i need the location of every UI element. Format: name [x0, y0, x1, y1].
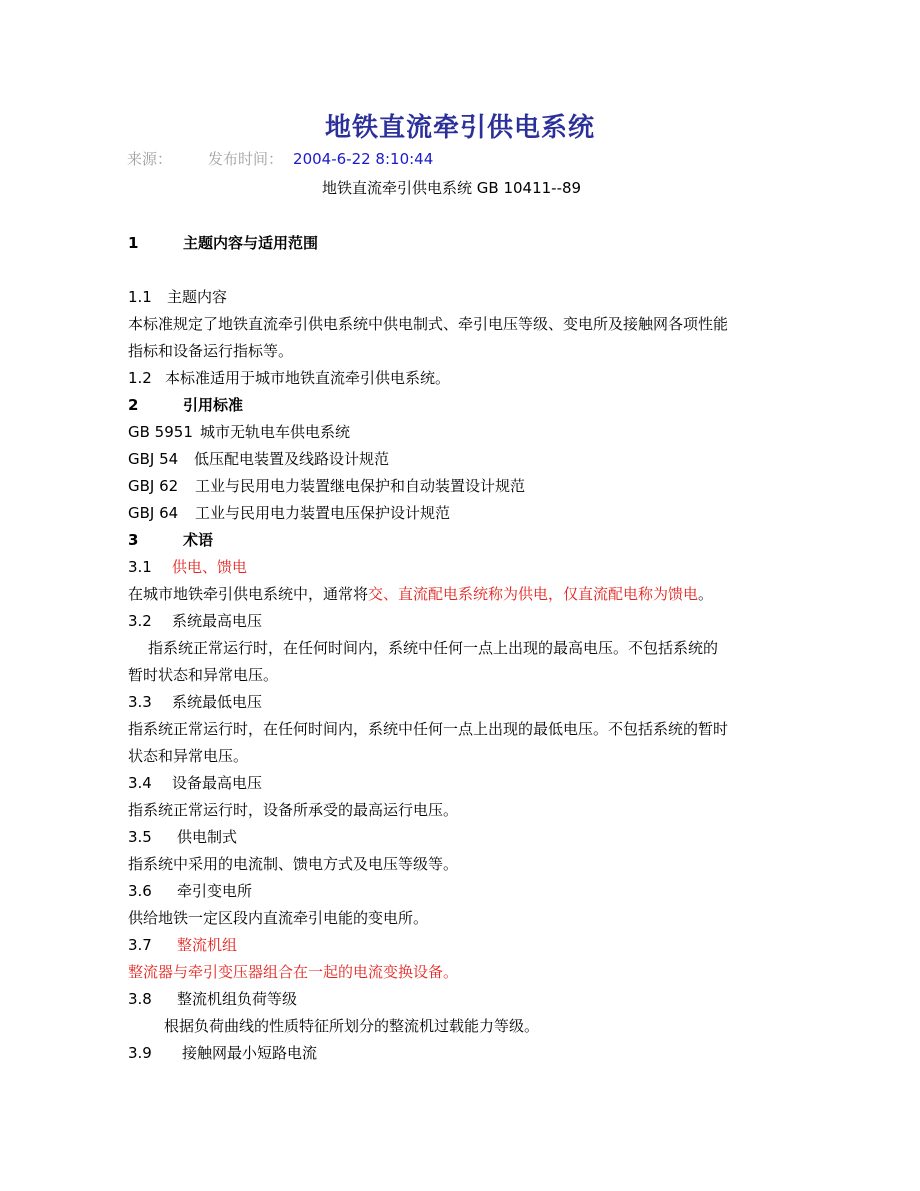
- section-1-title: 主题内容与适用范围: [183, 234, 319, 252]
- term-3-8-title: 整流机组负荷等级: [177, 990, 298, 1008]
- reference-item: [128, 476, 525, 496]
- term-3-2-body-line2: 暂时状态和异常电压。: [128, 666, 279, 684]
- term-3-1-heading: [128, 557, 247, 577]
- section-2-title: 引用标准: [183, 396, 244, 414]
- term-3-3-number: 3.3: [128, 693, 152, 711]
- section-1-number: 1: [128, 234, 139, 252]
- reference-item: [128, 449, 389, 469]
- term-3-4-title: 设备最高电压: [172, 774, 263, 792]
- term-3-3-title: 系统最低电压: [172, 693, 263, 711]
- term-3-2-title: 系统最高电压: [172, 612, 263, 630]
- reference-item: [128, 422, 350, 442]
- term-3-9-title: 接触网最小短路电流: [182, 1044, 318, 1062]
- term-3-4-number: 3.4: [128, 774, 152, 792]
- term-3-9-heading: [128, 1043, 317, 1063]
- term-3-6-number: 3.6: [128, 882, 152, 900]
- term-3-1-body-end: 。: [698, 585, 714, 603]
- term-3-1-title: 供电、馈电: [172, 558, 248, 576]
- standard-line: 地铁直流牵引供电系统 GB 10411--89: [322, 179, 582, 197]
- term-3-5-title: 供电制式: [177, 828, 238, 846]
- term-3-1-number: 3.1: [128, 558, 152, 576]
- section-2-number: 2: [128, 396, 139, 414]
- term-3-7-title: 整流机组: [177, 936, 238, 954]
- section-3-title: 术语: [183, 531, 214, 549]
- term-3-6-body: 供给地铁一定区段内直流牵引电能的变电所。: [128, 909, 429, 927]
- section-2-heading: [128, 395, 243, 415]
- term-3-8-number: 3.8: [128, 990, 152, 1008]
- section-3-number: 3: [128, 531, 139, 549]
- term-3-2-heading: [128, 611, 262, 631]
- date-value: 2004-6-22 8:10:44: [293, 150, 434, 168]
- source-label: 来源：: [127, 150, 173, 168]
- term-3-6-heading: [128, 881, 252, 901]
- reference-item: [128, 503, 450, 523]
- term-3-5-body: 指系统中采用的电流制、馈电方式及电压等级等。: [128, 855, 459, 873]
- clause-1-1-number: 1.1: [128, 288, 152, 306]
- clause-1-1-title: 主题内容: [167, 288, 228, 306]
- term-3-8-body: 根据负荷曲线的性质特征所划分的整流机过载能力等级。: [164, 1017, 540, 1035]
- date-label: 发布时间：: [208, 150, 284, 168]
- reference-code: GB 5951: [128, 423, 193, 441]
- clause-1-1-body-line2: 指标和设备运行指标等。: [128, 342, 294, 360]
- clause-1-2: [128, 368, 450, 388]
- reference-code: GBJ 64: [128, 504, 179, 522]
- section-3-heading: [128, 530, 213, 550]
- clause-1-1-body-line1: 本标准规定了地铁直流牵引供电系统中供电制式、牵引电压等级、变电所及接触网各项性能: [128, 315, 729, 333]
- page-title: 地铁直流牵引供电系统: [324, 113, 595, 143]
- reference-name: 低压配电装置及线路设计规范: [194, 450, 390, 468]
- term-3-3-heading: [128, 692, 262, 712]
- section-1-heading: [128, 233, 318, 253]
- clause-1-1-heading: [128, 287, 227, 307]
- clause-1-2-text: 本标准适用于城市地铁直流牵引供电系统。: [165, 369, 451, 387]
- clause-1-2-number: 1.2: [128, 369, 152, 387]
- term-3-4-heading: [128, 773, 262, 793]
- term-3-3-body-line2: 状态和异常电压。: [128, 747, 249, 765]
- term-3-9-number: 3.9: [128, 1044, 152, 1062]
- reference-code: GBJ 62: [128, 477, 179, 495]
- term-3-6-title: 牵引变电所: [177, 882, 253, 900]
- term-3-5-number: 3.5: [128, 828, 152, 846]
- term-3-5-heading: [128, 827, 237, 847]
- term-3-7-number: 3.7: [128, 936, 152, 954]
- reference-name: 城市无轨电车供电系统: [200, 423, 351, 441]
- meta-line: [127, 149, 433, 169]
- reference-name: 工业与民用电力装置继电保护和自动装置设计规范: [195, 477, 526, 495]
- term-3-1-body: [128, 584, 713, 604]
- term-3-3-body-line1: 指系统正常运行时，在任何时间内，系统中任何一点上出现的最低电压。不包括系统的暂时: [128, 720, 729, 738]
- term-3-2-body-line1: 指系统正常运行时，在任何时间内，系统中任何一点上出现的最高电压。不包括系统的: [148, 639, 719, 657]
- term-3-1-body-plain: 在城市地铁牵引供电系统中，通常将: [128, 585, 369, 603]
- term-3-7-body: 整流器与牵引变压器组合在一起的电流变换设备。: [128, 963, 459, 981]
- term-3-8-heading: [128, 989, 297, 1009]
- reference-name: 工业与民用电力装置电压保护设计规范: [195, 504, 451, 522]
- term-3-4-body: 指系统正常运行时，设备所承受的最高运行电压。: [128, 801, 459, 819]
- term-3-2-number: 3.2: [128, 612, 152, 630]
- term-3-7-heading: [128, 935, 237, 955]
- term-3-1-body-highlight: 交、直流配电系统称为供电，仅直流配电称为馈电: [368, 585, 699, 603]
- reference-code: GBJ 54: [128, 450, 179, 468]
